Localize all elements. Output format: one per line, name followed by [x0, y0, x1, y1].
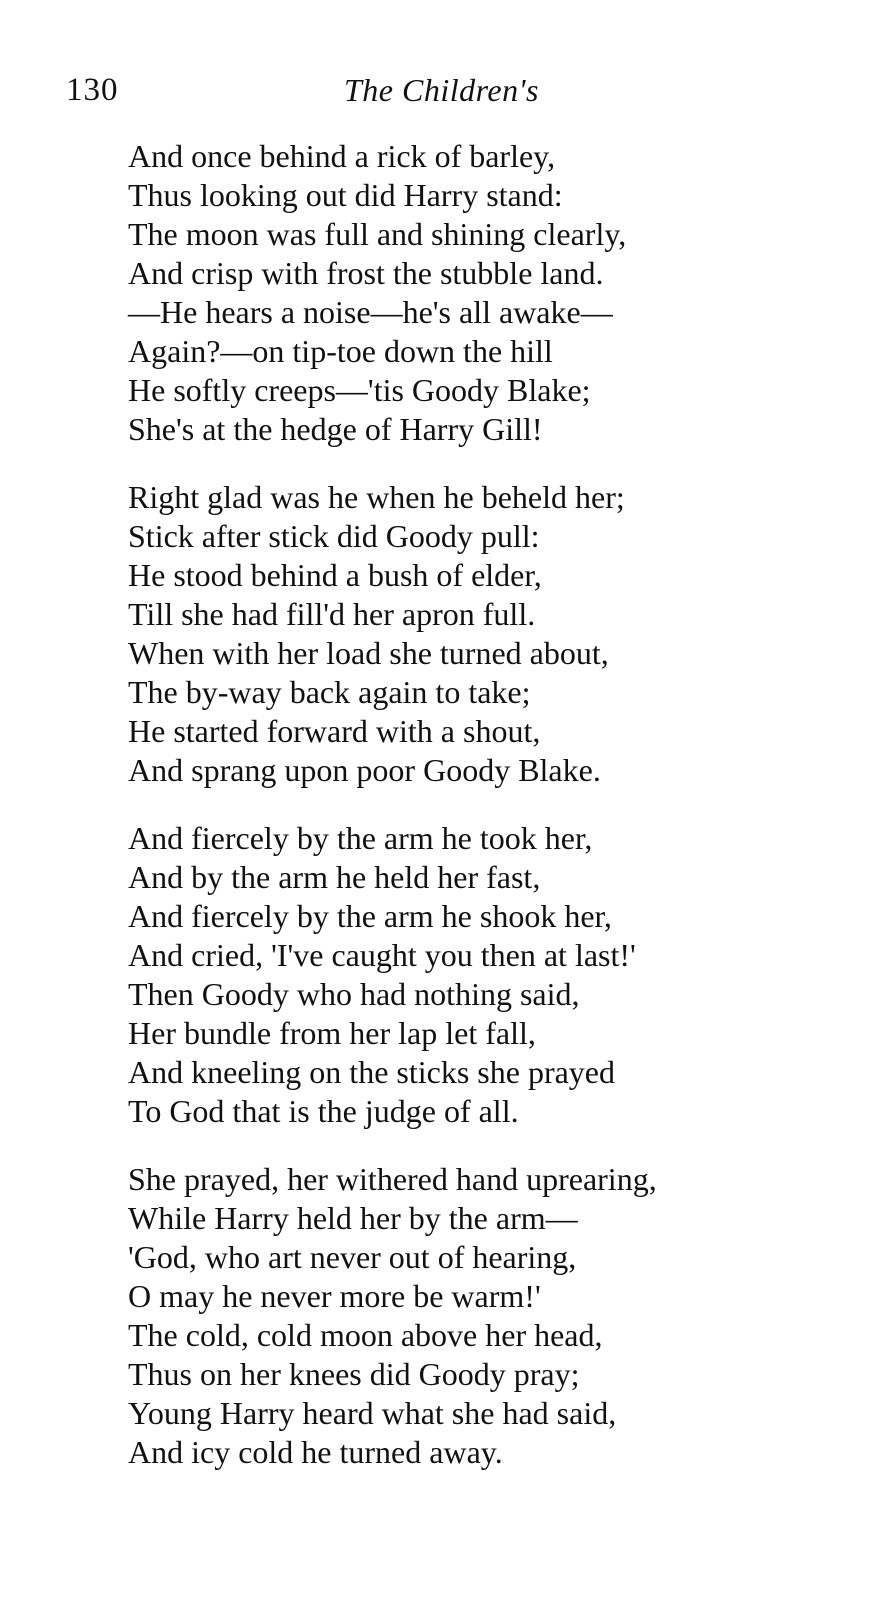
poem-line: The cold, cold moon above her head,: [128, 1317, 603, 1353]
poem-line: He started forward with a shout,: [128, 713, 541, 749]
poem-line: She's at the hedge of Harry Gill!: [128, 411, 543, 447]
poem: [128, 137, 848, 1501]
poem-line: Again?—on tip-toe down the hill: [128, 333, 553, 369]
poem-line: Her bundle from her lap let fall,: [128, 1015, 536, 1051]
stanza-1: [128, 137, 848, 449]
poem-line: The by-way back again to take;: [128, 674, 531, 710]
poem-line: 'God, who art never out of hearing,: [128, 1239, 577, 1275]
poem-line: —He hears a noise—he's all awake—: [128, 294, 613, 330]
poem-line: When with her load she turned about,: [128, 635, 609, 671]
poem-line: And fiercely by the arm he took her,: [128, 820, 593, 856]
poem-line: Right glad was he when he beheld her;: [128, 479, 625, 515]
poem-line: The moon was full and shining clearly,: [128, 216, 627, 252]
poem-line: Till she had fill'd her apron full.: [128, 596, 536, 632]
poem-line: She prayed, her withered hand uprearing,: [128, 1161, 657, 1197]
poem-line: Then Goody who had nothing said,: [128, 976, 580, 1012]
poem-line: And fiercely by the arm he shook her,: [128, 898, 612, 934]
poem-line: And icy cold he turned away.: [128, 1434, 503, 1470]
poem-line: He stood behind a bush of elder,: [128, 557, 542, 593]
poem-line: And sprang upon poor Goody Blake.: [128, 752, 601, 788]
poem-line: While Harry held her by the arm—: [128, 1200, 578, 1236]
poem-line: And crisp with frost the stubble land.: [128, 255, 604, 291]
stanza-2: [128, 478, 848, 790]
poem-line: To God that is the judge of all.: [128, 1093, 519, 1129]
poem-line: Stick after stick did Goody pull:: [128, 518, 540, 554]
poem-line: And by the arm he held her fast,: [128, 859, 541, 895]
poem-line: And kneeling on the sticks she prayed: [128, 1054, 615, 1090]
poem-line: Young Harry heard what she had said,: [128, 1395, 617, 1431]
poem-line: He softly creeps—'tis Goody Blake;: [128, 372, 591, 408]
running-title: The Children's: [344, 72, 539, 108]
stanza-3: [128, 819, 848, 1131]
poem-line: O may he never more be warm!': [128, 1278, 541, 1314]
poem-line: And cried, 'I've caught you then at last!': [128, 937, 636, 973]
poem-line: Thus looking out did Harry stand:: [128, 177, 563, 213]
poem-line: And once behind a rick of barley,: [128, 138, 556, 174]
page-header: [66, 70, 826, 110]
poem-line: Thus on her knees did Goody pray;: [128, 1356, 580, 1392]
stanza-4: [128, 1160, 848, 1472]
page-number: 130: [66, 72, 119, 108]
